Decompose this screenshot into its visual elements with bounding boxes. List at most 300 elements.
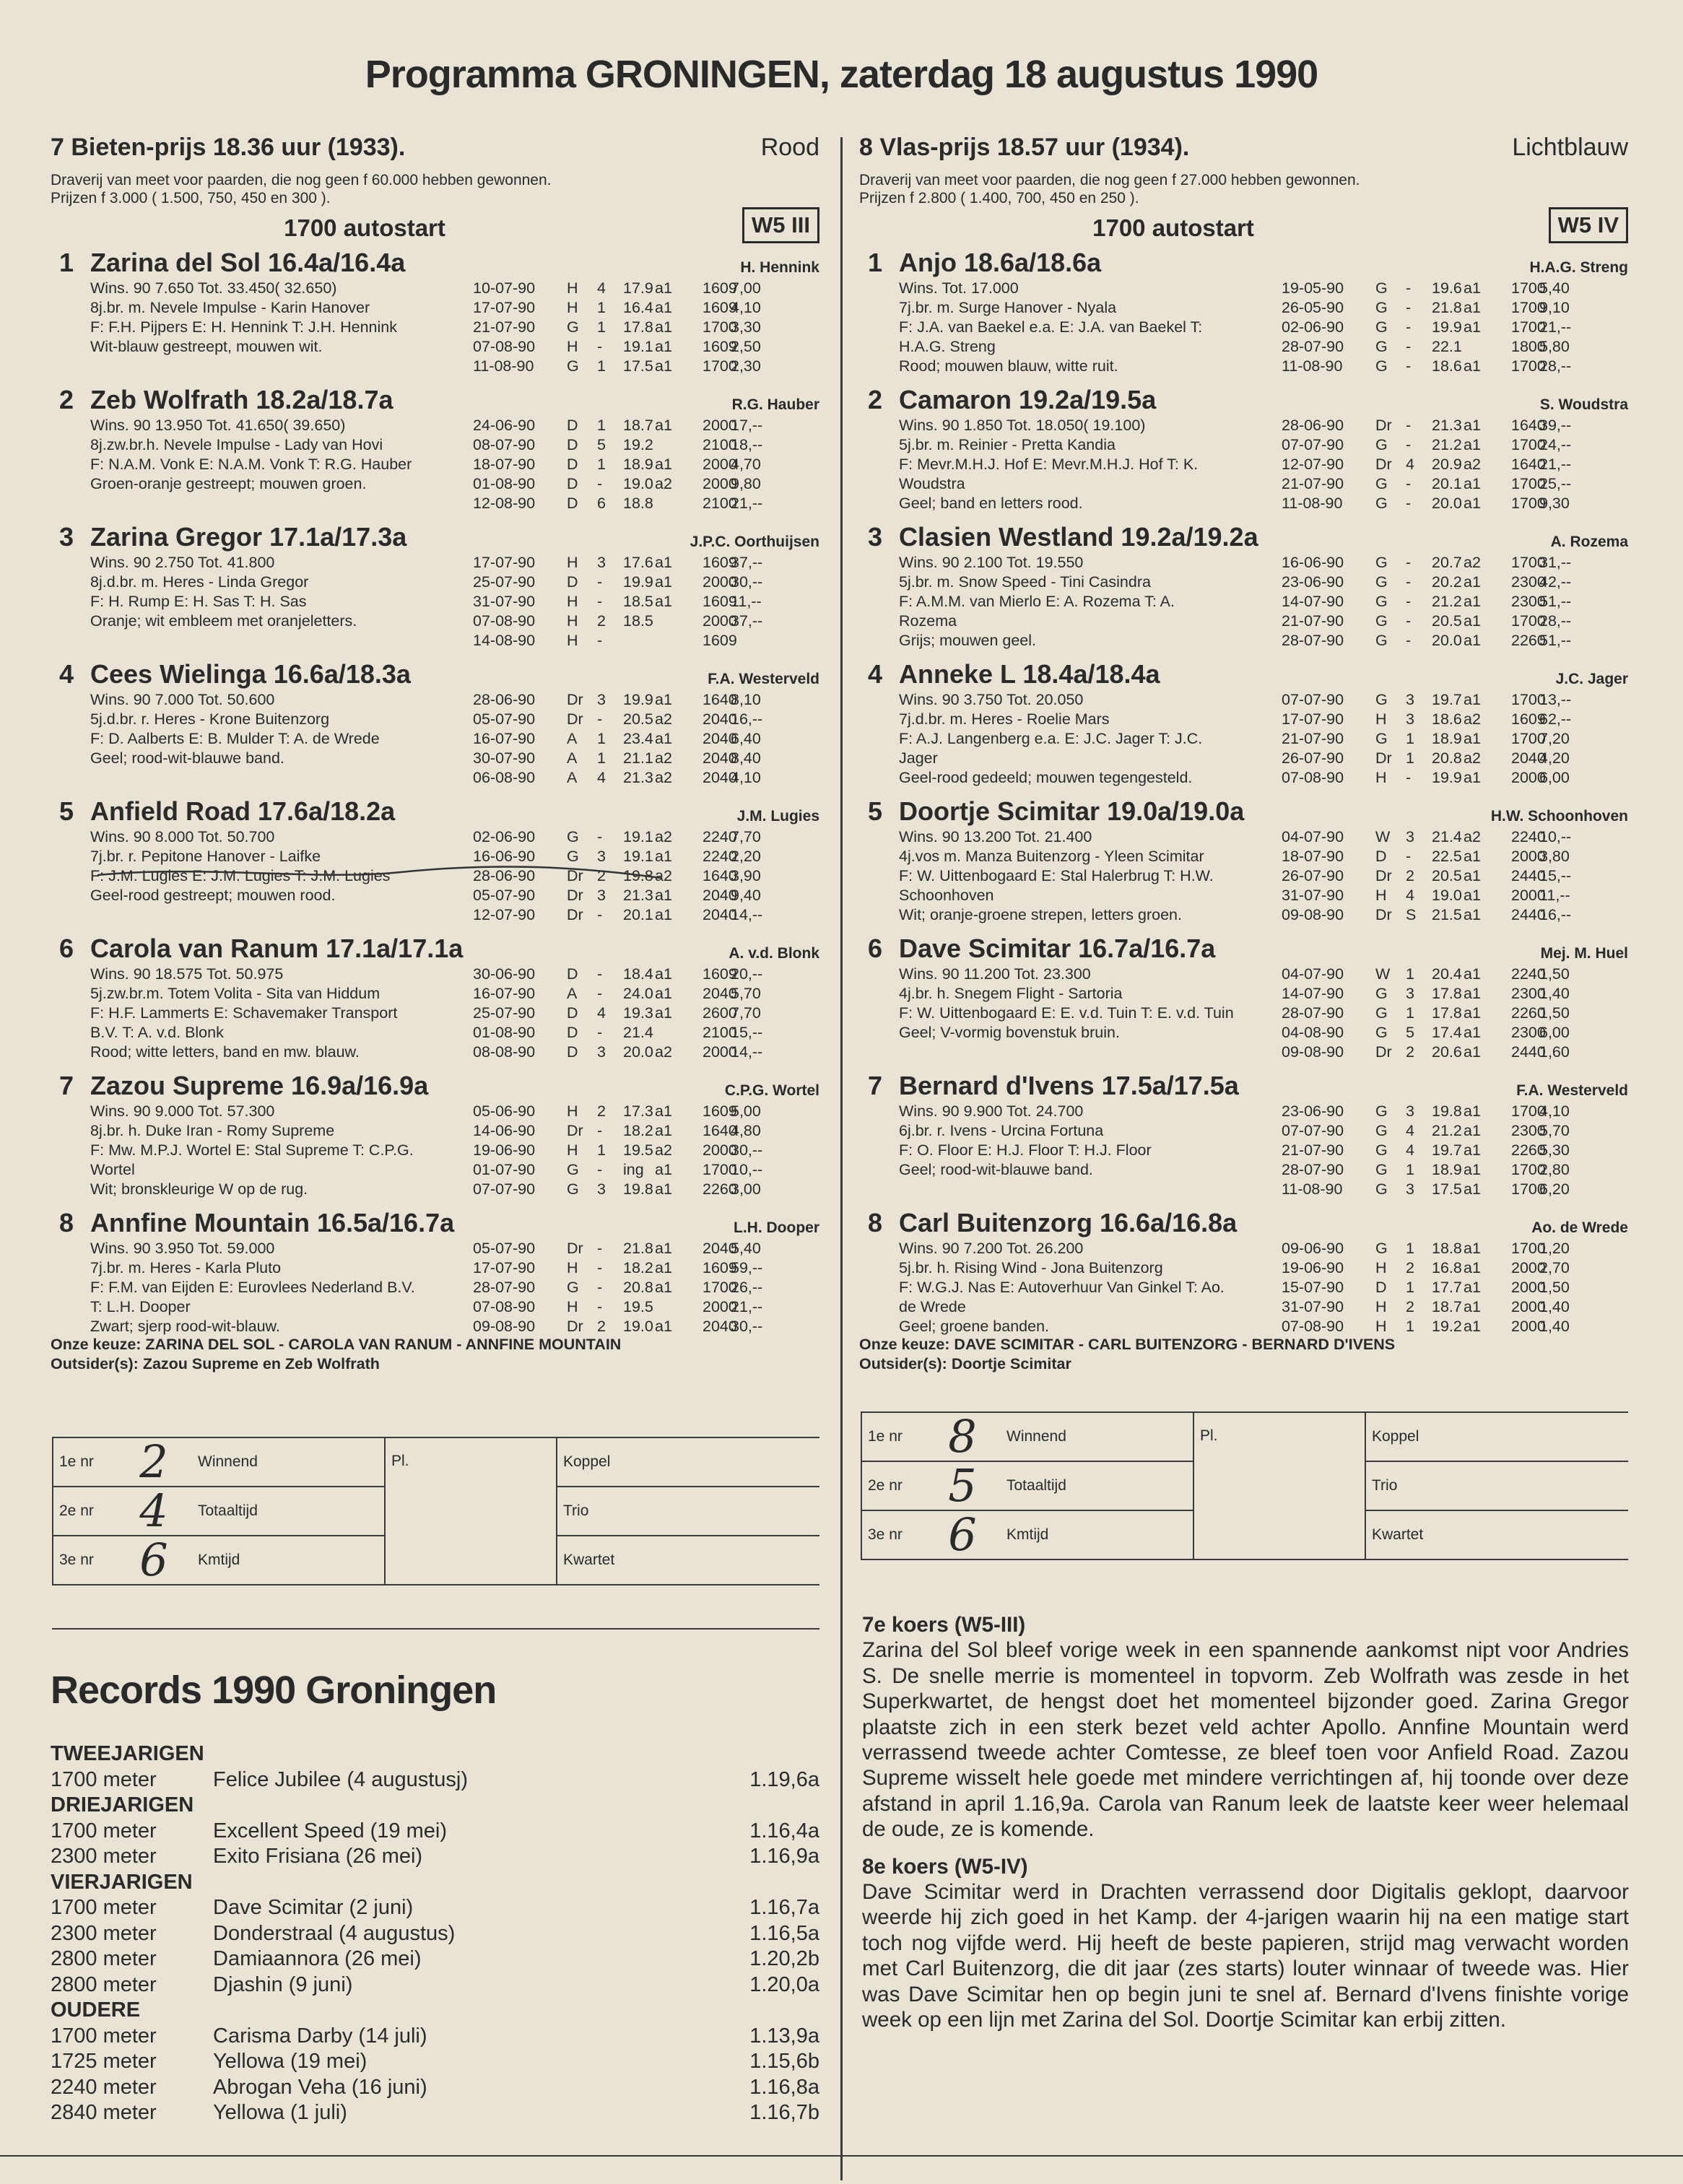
- horse-info-line: Schoonhoven: [899, 887, 994, 904]
- records-section-title: VIERJARIGEN: [51, 1870, 193, 1894]
- record-distance: 2800 meter: [51, 1947, 157, 1970]
- horse-name: Carl Buitenzorg 16.6a/16.8a: [899, 1208, 1238, 1237]
- horse-header: [859, 796, 1628, 828]
- run-cell: 1: [1406, 1004, 1414, 1022]
- run-cell: 3: [1406, 1102, 1414, 1120]
- run-cell: 1700: [1511, 436, 1546, 453]
- horse-info-line: 4j.br. h. Snegem Flight - Sartoria: [899, 985, 1123, 1002]
- run-cell: 2040: [703, 1240, 737, 1257]
- run-cell: 1: [597, 1141, 606, 1159]
- recent-runs: [473, 416, 819, 513]
- record-distance: 1700 meter: [51, 1896, 157, 1919]
- horse-trainer: A. Rozema: [1550, 534, 1628, 550]
- run-cell: G: [1375, 1141, 1388, 1159]
- run-row: [1282, 612, 1628, 631]
- run-cell: 31,--: [1539, 554, 1572, 571]
- run-cell: a1: [1464, 1141, 1481, 1159]
- records-section-title: TWEEJARIGEN: [51, 1742, 204, 1765]
- run-row: [473, 612, 819, 631]
- commentary: [862, 1612, 1629, 2045]
- run-cell: 2000: [703, 417, 737, 434]
- run-cell: 2040: [703, 730, 737, 747]
- run-cell: D: [567, 417, 578, 434]
- start-label: 1700 autostart: [284, 214, 445, 241]
- run-cell: 19-06-90: [1282, 1259, 1344, 1276]
- horse-info-line: Groen-oranje gestreept; mouwen groen.: [90, 475, 367, 492]
- run-cell: 1609: [703, 299, 737, 316]
- run-cell: 13,--: [1539, 691, 1572, 708]
- run-cell: Dr: [567, 1240, 583, 1257]
- run-cell: a2: [655, 828, 672, 845]
- record-distance: 1700 meter: [51, 2024, 157, 2048]
- trio-label: Trio: [557, 1487, 819, 1536]
- run-cell: 2440: [1511, 1043, 1546, 1061]
- run-cell: a2: [655, 1043, 672, 1061]
- horse-info-line: 5j.br. m. Reinier - Pretta Kandia: [899, 436, 1116, 453]
- run-cell: -: [597, 475, 603, 492]
- horse-name: Zeb Wolfrath 18.2a/18.7a: [90, 385, 393, 414]
- horse-entry: [51, 796, 819, 934]
- run-cell: 18.6: [1432, 710, 1462, 728]
- run-cell: 3: [597, 887, 606, 904]
- run-cell: 17-07-90: [1282, 710, 1344, 728]
- run-cell: 24,--: [1539, 436, 1572, 453]
- run-cell: 23-06-90: [1282, 573, 1344, 591]
- record-time: 1.15,6b: [749, 2050, 819, 2073]
- horse-trainer: J.C. Jager: [1555, 671, 1628, 687]
- record-row: [51, 2049, 819, 2075]
- horse-info-line: F: D. Aalberts E: B. Mulder T: A. de Wrede: [90, 730, 380, 747]
- pl-label: Pl.: [385, 1437, 557, 1585]
- run-row: [473, 279, 819, 298]
- run-cell: 2040: [703, 749, 737, 767]
- run-cell: 1609: [703, 1102, 737, 1120]
- run-cell: H: [567, 1259, 578, 1276]
- horse-info-line: T: L.H. Dooper: [90, 1298, 191, 1315]
- run-cell: a1: [655, 985, 672, 1002]
- run-cell: 1: [597, 456, 606, 473]
- run-cell: a1: [1464, 357, 1481, 375]
- run-cell: 20.5: [623, 710, 653, 728]
- run-cell: H: [567, 593, 578, 610]
- run-cell: 1,50: [1539, 1279, 1570, 1296]
- run-row: [473, 1278, 819, 1297]
- run-cell: 1700: [1511, 1180, 1546, 1198]
- horse-info-line: 8j.br. h. Duke Iran - Romy Supreme: [90, 1122, 335, 1139]
- horse-info-line: Wins. 90 7.000 Tot. 50.600: [90, 691, 275, 708]
- run-cell: -: [1406, 612, 1412, 630]
- record-distance: 2240 meter: [51, 2075, 157, 2099]
- run-cell: 1700: [1511, 495, 1546, 512]
- run-cell: 1700: [1511, 691, 1546, 708]
- run-cell: a1: [655, 593, 672, 610]
- run-cell: G: [1375, 573, 1388, 591]
- run-cell: 5,30: [1539, 1141, 1570, 1159]
- run-cell: 7,70: [731, 828, 761, 845]
- horse-info: [899, 279, 1303, 376]
- record-distance: 1725 meter: [51, 2050, 157, 2073]
- run-cell: Dr: [567, 1318, 583, 1335]
- run-cell: 16,--: [1539, 906, 1572, 923]
- run-cell: H: [567, 1141, 578, 1159]
- run-cell: a2: [655, 475, 672, 492]
- run-cell: 1700: [703, 1161, 737, 1178]
- run-cell: 2,80: [1539, 1161, 1570, 1178]
- horse-number: 6: [59, 934, 74, 963]
- run-cell: 01-08-90: [473, 1024, 536, 1041]
- run-cell: 59,--: [731, 1259, 763, 1276]
- run-cell: -: [597, 338, 603, 355]
- run-cell: 12-07-90: [473, 906, 536, 923]
- run-row: [1282, 1160, 1628, 1180]
- run-cell: a1: [655, 730, 672, 747]
- horse-number: 5: [868, 796, 883, 826]
- horse-number: 7: [868, 1071, 883, 1100]
- run-cell: -: [1406, 593, 1412, 610]
- horse-info-line: F: W. Uittenbogaard E: Stal Halerbrug T: H.W.: [899, 867, 1214, 884]
- horse-entry: [859, 796, 1628, 934]
- run-row: [473, 866, 819, 886]
- run-row: [1282, 1121, 1628, 1141]
- run-cell: 28-07-90: [1282, 338, 1344, 355]
- horse-header: [859, 934, 1628, 965]
- horse-trainer: S. Woudstra: [1539, 396, 1628, 413]
- run-cell: 1: [1406, 1318, 1414, 1335]
- run-cell: Dr: [1375, 749, 1392, 767]
- run-cell: 2: [1406, 1043, 1414, 1061]
- run-row: [473, 984, 819, 1004]
- run-cell: 2000: [703, 612, 737, 630]
- run-row: [473, 553, 819, 573]
- run-cell: 2040: [1511, 749, 1546, 767]
- run-cell: 20.6: [1432, 1043, 1462, 1061]
- run-cell: 21.1: [623, 749, 653, 767]
- run-cell: G: [1375, 1180, 1388, 1198]
- horse-header: [859, 248, 1628, 279]
- run-cell: 5,00: [731, 1102, 761, 1120]
- horse-entry: [859, 1071, 1628, 1208]
- horse-info-line: 7j.br. m. Surge Hanover - Nyala: [899, 299, 1117, 316]
- horse-entry: [51, 248, 819, 385]
- totaaltijd-label: Totaaltijd: [1001, 1461, 1193, 1510]
- race-color: Rood: [760, 134, 819, 161]
- run-cell: 1700: [1511, 357, 1546, 375]
- run-cell: 4,70: [731, 456, 761, 473]
- run-cell: 21-07-90: [473, 318, 536, 336]
- run-cell: Dr: [567, 867, 583, 884]
- run-cell: 18.9: [623, 456, 653, 473]
- run-row: [473, 847, 819, 866]
- run-cell: G: [1375, 730, 1388, 747]
- run-cell: 19.0: [1432, 887, 1462, 904]
- horse-trainer: Ao. de Wrede: [1531, 1219, 1628, 1236]
- run-cell: 19-05-90: [1282, 279, 1344, 297]
- run-cell: G: [1375, 1122, 1388, 1139]
- horse-info-line: 5j.d.br. r. Heres - Krone Buitenzorg: [90, 710, 330, 728]
- horse-info-line: Geel; band en letters rood.: [899, 495, 1083, 512]
- run-cell: 4: [1406, 456, 1414, 473]
- horse-entry: [51, 385, 819, 522]
- run-cell: 18,--: [731, 436, 763, 453]
- run-cell: 16-06-90: [473, 848, 536, 865]
- run-cell: 1: [1406, 730, 1414, 747]
- run-cell: G: [567, 318, 579, 336]
- separator-line: [0, 2155, 1683, 2157]
- run-cell: 3: [597, 554, 606, 571]
- run-cell: 2000: [703, 1141, 737, 1159]
- run-row: [1282, 435, 1628, 455]
- horse-info-line: B.V. T: A. v.d. Blonk: [90, 1024, 224, 1041]
- run-cell: 07-07-90: [473, 1180, 536, 1198]
- run-cell: 06-08-90: [473, 769, 536, 786]
- run-row: [473, 455, 819, 474]
- record-horse: Damiaannora (26 mei): [213, 1947, 422, 1970]
- horse-info-line: Geel; groene banden.: [899, 1318, 1049, 1335]
- result-row2-label: 2e nr: [861, 1461, 924, 1510]
- run-cell: 21.8: [623, 1240, 653, 1257]
- run-cell: 18.8: [1432, 1240, 1462, 1257]
- run-cell: H: [1375, 887, 1387, 904]
- run-row: [473, 886, 819, 905]
- run-cell: 1,40: [1539, 985, 1570, 1002]
- run-cell: a1: [1464, 1298, 1481, 1315]
- run-cell: 17.4: [1432, 1024, 1462, 1041]
- run-cell: 1,40: [1539, 1298, 1570, 1315]
- run-cell: 4: [597, 1004, 606, 1022]
- run-cell: 1: [1406, 1279, 1414, 1296]
- run-cell: 28-06-90: [1282, 417, 1344, 434]
- run-cell: -: [597, 1279, 603, 1296]
- run-cell: a1: [1464, 1102, 1481, 1120]
- run-cell: a1: [1464, 475, 1481, 492]
- run-cell: 11-08-90: [1282, 357, 1343, 375]
- horse-header: [859, 659, 1628, 691]
- horse-header: [859, 1208, 1628, 1240]
- run-cell: -: [597, 1240, 603, 1257]
- horse-trainer: C.P.G. Wortel: [724, 1082, 819, 1099]
- run-cell: a1: [655, 848, 672, 865]
- horse-info-line: Wins. 90 13.950 Tot. 41.650( 39.650): [90, 417, 346, 434]
- record-time: 1.13,9a: [749, 2024, 819, 2048]
- run-row: [473, 631, 819, 651]
- run-cell: 11,--: [1539, 887, 1570, 904]
- horse-entry: [51, 1208, 819, 1345]
- horse-info-line: F: N.A.M. Vonk E: N.A.M. Vonk T: R.G. Hauber: [90, 456, 412, 473]
- horse-info-line: Grijs; mouwen geel.: [899, 632, 1036, 649]
- run-cell: 2000: [703, 1298, 737, 1315]
- run-row: [473, 416, 819, 435]
- run-cell: 2000: [1511, 887, 1546, 904]
- run-cell: H: [1375, 1318, 1387, 1335]
- kwartet-label: Kwartet: [1365, 1510, 1628, 1559]
- commentary-text: Zarina del Sol bleef vorige week in een spannende aankomst nipt voor Andries S. De snelle merrie is momenteel in topvorm. Zeb Wolfrath was zesde in het Superkwartet, de hengst doet het momenteel bijzonder goed. Zarina Gregor plaatste zich in een sterk bezet veld achter Apollo. Annfine Mountain werd verrassend tweede achter Comtesse, ze bleef toen voor Anfield Road. Zazou Supreme wisselt hele goede met mindere verrichtingen af, hij toonde over deze afstand in april 1.16,9a. Carola van Ranum leek de laatste keer weer helemaal de oude, ze is komende.: [862, 1638, 1629, 1842]
- run-cell: 2600: [703, 1004, 737, 1022]
- run-cell: 6: [597, 495, 606, 512]
- run-row: [1282, 1317, 1628, 1336]
- run-cell: 12-07-90: [1282, 456, 1344, 473]
- horse-info-line: Wins. 90 3.950 Tot. 59.000: [90, 1240, 275, 1257]
- run-cell: 07-07-90: [1282, 436, 1344, 453]
- run-cell: G: [1375, 436, 1388, 453]
- run-cell: D: [567, 1004, 578, 1022]
- run-cell: 20.8: [623, 1279, 653, 1296]
- handwritten-number: 8: [924, 1412, 1001, 1461]
- run-cell: a1: [1464, 1180, 1481, 1198]
- run-cell: 18.5: [623, 593, 653, 610]
- horse-info-line: 8j.br. m. Nevele Impulse - Karin Hanover: [90, 299, 370, 316]
- horse-info-line: 6j.br. r. Ivens - Urcina Fortuna: [899, 1122, 1104, 1139]
- winnend-label: Winnend: [1001, 1412, 1193, 1461]
- horse-number: 8: [59, 1208, 74, 1237]
- horse-info-line: F: Mw. M.P.J. Wortel E: Stal Supreme T: C.P.G.: [90, 1141, 414, 1159]
- run-cell: 1700: [703, 357, 737, 375]
- run-cell: 2040: [703, 710, 737, 728]
- race-header: [51, 134, 819, 171]
- run-row: [473, 1297, 819, 1317]
- run-cell: 1640: [1511, 417, 1546, 434]
- horse-info-line: Wins. 90 18.575 Tot. 50.975: [90, 965, 284, 983]
- run-cell: D: [1375, 1279, 1387, 1296]
- run-cell: G: [567, 1279, 579, 1296]
- run-cell: 2: [597, 1102, 606, 1120]
- horse-name: Zarina Gregor 17.1a/17.3a: [90, 522, 407, 552]
- record-time: 1.19,6a: [749, 1767, 819, 1791]
- run-cell: 01-07-90: [473, 1161, 536, 1178]
- horse-trainer: H. Hennink: [740, 259, 819, 276]
- run-cell: 5,70: [1539, 1122, 1570, 1139]
- run-cell: 21-07-90: [1282, 1141, 1344, 1159]
- run-cell: 11-08-90: [1282, 1180, 1343, 1198]
- run-cell: -: [597, 1024, 603, 1041]
- run-cell: 21,--: [1539, 456, 1572, 473]
- run-cell: a1: [655, 417, 672, 434]
- run-cell: G: [1375, 299, 1388, 316]
- run-cell: a1: [1464, 417, 1481, 434]
- run-row: [473, 1141, 819, 1160]
- run-row: [473, 690, 819, 710]
- run-row: [1282, 337, 1628, 357]
- run-cell: G: [567, 828, 579, 845]
- run-cell: 1: [1406, 749, 1414, 767]
- run-cell: W: [1375, 965, 1391, 983]
- run-cell: a2: [655, 1141, 672, 1159]
- run-cell: 3,90: [731, 867, 761, 884]
- horse-info-line: Rozema: [899, 612, 957, 630]
- horse-header: [51, 934, 819, 965]
- run-cell: G: [1375, 318, 1388, 336]
- run-cell: a1: [1464, 1240, 1481, 1257]
- run-cell: 26-07-90: [1282, 867, 1344, 884]
- result-row2-label: 2e nr: [53, 1487, 116, 1536]
- horse-info-line: Wins. 90 13.200 Tot. 21.400: [899, 828, 1092, 845]
- run-cell: a1: [1464, 1259, 1481, 1276]
- run-cell: H: [1375, 1298, 1387, 1315]
- run-cell: 20.0: [1432, 632, 1462, 649]
- run-cell: G: [1375, 985, 1388, 1002]
- run-cell: 1640: [703, 867, 737, 884]
- run-cell: H: [567, 1102, 578, 1120]
- run-cell: 2000: [1511, 769, 1546, 786]
- horse-info: [899, 690, 1303, 788]
- run-cell: G: [1375, 475, 1388, 492]
- run-cell: -: [1406, 573, 1412, 591]
- run-cell: a1: [1464, 691, 1481, 708]
- run-cell: 20.2: [1432, 573, 1462, 591]
- run-cell: a1: [655, 1102, 672, 1120]
- record-row: [51, 1946, 819, 1972]
- run-row: [1282, 318, 1628, 337]
- run-cell: 2240: [703, 848, 737, 865]
- run-cell: 17-07-90: [473, 1259, 536, 1276]
- run-cell: 21-07-90: [1282, 730, 1344, 747]
- run-cell: 3,80: [1539, 848, 1570, 865]
- horse-number: 4: [868, 659, 883, 689]
- run-cell: D: [567, 436, 578, 453]
- record-time: 1.20,0a: [749, 1972, 819, 1996]
- run-cell: a1: [655, 279, 672, 297]
- run-cell: -: [1406, 417, 1412, 434]
- kmtijd-label: Kmtijd: [192, 1536, 385, 1585]
- run-cell: a2: [1464, 456, 1481, 473]
- run-cell: 02-06-90: [1282, 318, 1344, 336]
- run-cell: H: [567, 299, 578, 316]
- run-cell: 19.0: [623, 1318, 653, 1335]
- run-cell: 62,--: [1539, 710, 1572, 728]
- race-title: 7 Bieten-prijs 18.36 uur (1933).: [51, 134, 406, 161]
- run-cell: 2300: [1511, 1122, 1546, 1139]
- horse-info-line: 5j.br. h. Rising Wind - Jona Buitenzorg: [899, 1259, 1163, 1276]
- run-cell: G: [1375, 554, 1388, 571]
- run-cell: 1700: [703, 1279, 737, 1296]
- class-box: W5 IV: [1549, 207, 1628, 243]
- run-cell: 20.5: [1432, 867, 1462, 884]
- run-cell: a1: [1464, 279, 1481, 297]
- run-cell: 2300: [1511, 1024, 1546, 1041]
- run-cell: -: [597, 573, 603, 591]
- run-cell: 2100: [703, 436, 737, 453]
- run-cell: 20,--: [731, 965, 763, 983]
- horse-trainer: L.H. Dooper: [734, 1219, 819, 1236]
- record-time: 1.16,9a: [749, 1845, 819, 1868]
- run-cell: 2260: [1511, 632, 1546, 649]
- horse-header: [51, 659, 819, 691]
- run-cell: a1: [1464, 985, 1481, 1002]
- run-row: [1282, 984, 1628, 1004]
- run-cell: 5,40: [1539, 279, 1570, 297]
- record-time: 1.20,2b: [749, 1947, 819, 1970]
- run-cell: 21.4: [1432, 828, 1462, 845]
- run-row: [473, 1160, 819, 1180]
- record-row: [51, 1819, 819, 1845]
- run-cell: Dr: [1375, 1043, 1392, 1061]
- run-cell: 6,00: [1539, 1024, 1570, 1041]
- run-cell: 26-07-90: [1282, 749, 1344, 767]
- run-cell: 17-07-90: [473, 554, 536, 571]
- run-row: [1282, 553, 1628, 573]
- record-distance: 2800 meter: [51, 1972, 157, 1996]
- horse-info-line: Rood; mouwen blauw, witte ruit.: [899, 357, 1118, 375]
- record-horse: Excellent Speed (19 mei): [213, 1819, 447, 1843]
- run-cell: 2000: [1511, 1259, 1546, 1276]
- horse-info-line: 7j.d.br. m. Heres - Roelie Mars: [899, 710, 1110, 728]
- run-cell: 05-07-90: [473, 710, 536, 728]
- run-cell: 4,80: [731, 1122, 761, 1139]
- horse-name: Doortje Scimitar 19.0a/19.0a: [899, 796, 1245, 826]
- run-cell: 2000: [703, 475, 737, 492]
- handwritten-number: 2: [116, 1437, 192, 1487]
- run-cell: -: [1406, 279, 1412, 297]
- run-cell: 18.9: [1432, 1161, 1462, 1178]
